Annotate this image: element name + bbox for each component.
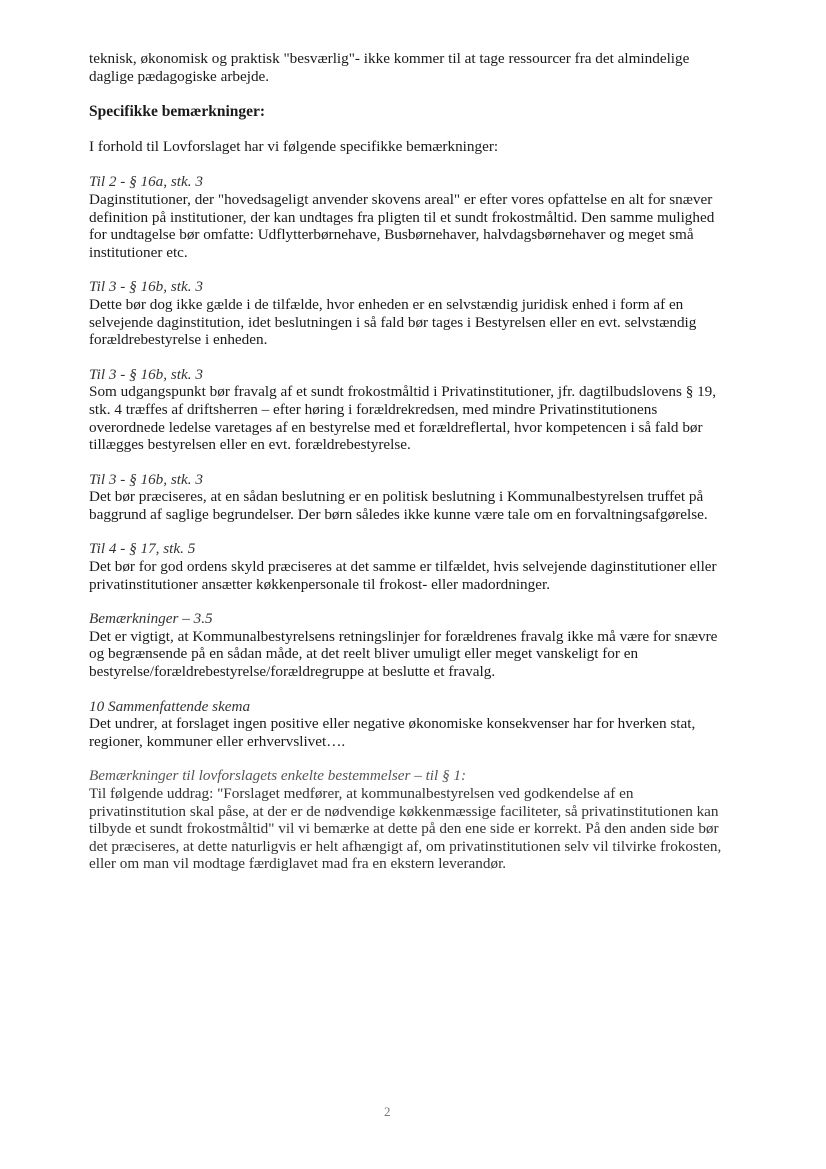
remark-section [89,767,729,873]
remark-body: Det undrer, at forslaget ingen positive eller negative økonomiske konsekvenser har for hverken stat, regioner, kommuner eller erhvervslivet…. [89,715,696,750]
section-heading: Specifikke bemærkninger: [89,103,266,121]
lead-paragraph: I forhold til Lovforslaget har vi følgende specifikke bemærkninger: [89,137,499,155]
remark-section [89,698,729,751]
document-page [89,50,729,890]
remark-body: Til følgende uddrag: "Forslaget medfører, at kommunalbestyrelsen ved godkendelse af en privatinstitution skal påse, at der er de nødvendige køkkenmæssige faciliteter, så privatinstitutionen kan tilbyde et sundt frokostmåltid" vil vi bemærke at dette på den ene side er korrekt. På den anden side bør det præciseres, at dette naturligvis er helt afhængigt af, om privatinstitutionen selv vil tilvirke frokosten, eller om man vil modtage færdiglavet mad fra en ekstern leverandør. [89,785,722,873]
intro-paragraph: teknisk, økonomisk og praktisk "besværlig"- ikke kommer til at tage ressourcer fra det almindelige daglige pædagogiske arbejde. [89,50,690,85]
remark-section [89,366,729,454]
remark-title: Til 3 - § 16b, stk. 3 [89,470,203,488]
remark-title: Bemærkninger – 3.5 [89,610,213,628]
remark-section [89,610,729,680]
remark-body: Daginstitutioner, der "hovedsageligt anvender skovens areal" er efter vores opfattelse en alt for snæver definition på institutioner, der kan undtages fra pligten til et sundt frokostmåltid. Den samme mulighed for undtagelse bør omfatte: Udflytterbørnehave, Busbørnehaver, halvdagsbørnehaver og meget små institutioner etc. [89,190,715,261]
remark-section [89,173,729,261]
remark-body: Som udgangspunkt bør fravalg af et sundt frokostmåltid i Privatinstitutioner, jfr. dagtilbudslovens § 19, stk. 4 træffes af driftsherren – efter høring i forældrekredsen, med mindre Privatinstitutionens overordnede ledelse varetages af en bestyrelse med et forældreflertal, hvor kompetencen i så fald bør tillægges bestyrelsen eller en evt. forældrebestyrelse. [89,383,717,454]
remark-title: Til 3 - § 16b, stk. 3 [89,365,203,383]
remark-section [89,540,729,593]
remark-body: Dette bør dog ikke gælde i de tilfælde, hvor enheden er en selvstændig juridisk enhed i form af en selvejende daginstitution, idet beslutningen i så fald bør tages i Bestyrelsen eller en evt. selvstændig forældrebestyrelse i enheden. [89,295,697,349]
remark-title: Til 4 - § 17, stk. 5 [89,540,196,558]
remark-title: 10 Sammenfattende skema [89,697,251,715]
page-number: 2 [384,1104,391,1119]
remark-title: Til 2 - § 16a, stk. 3 [89,173,203,191]
remark-section [89,471,729,524]
remark-body: Det bør præciseres, at en sådan beslutning er en politisk beslutning i Kommunalbestyrelsen truffet på baggrund af saglige begrundelser. Der børn således ikke kunne være tale om en forvaltningsafgørelse. [89,488,708,523]
remark-section [89,278,729,348]
remark-title: Til 3 - § 16b, stk. 3 [89,278,203,296]
remark-title: Bemærkninger til lovforslagets enkelte bestemmelser – til § 1: [89,767,467,785]
remark-body: Det bør for god ordens skyld præciseres at det samme er tilfældet, hvis selvejende daginstitutioner eller privatinstitutioner ansætter køkkenpersonale til frokost- eller madordninger. [89,558,717,593]
remark-body: Det er vigtigt, at Kommunalbestyrelsens retningslinjer for forældrenes fravalg ikke må være for snævre og begrænsende på en sådan måde, at det reelt bliver umuligt eller meget vanskeligt for en bestyrelse/forældrebestyrelse/forældregruppe at beslutte et fravalg. [89,627,718,681]
